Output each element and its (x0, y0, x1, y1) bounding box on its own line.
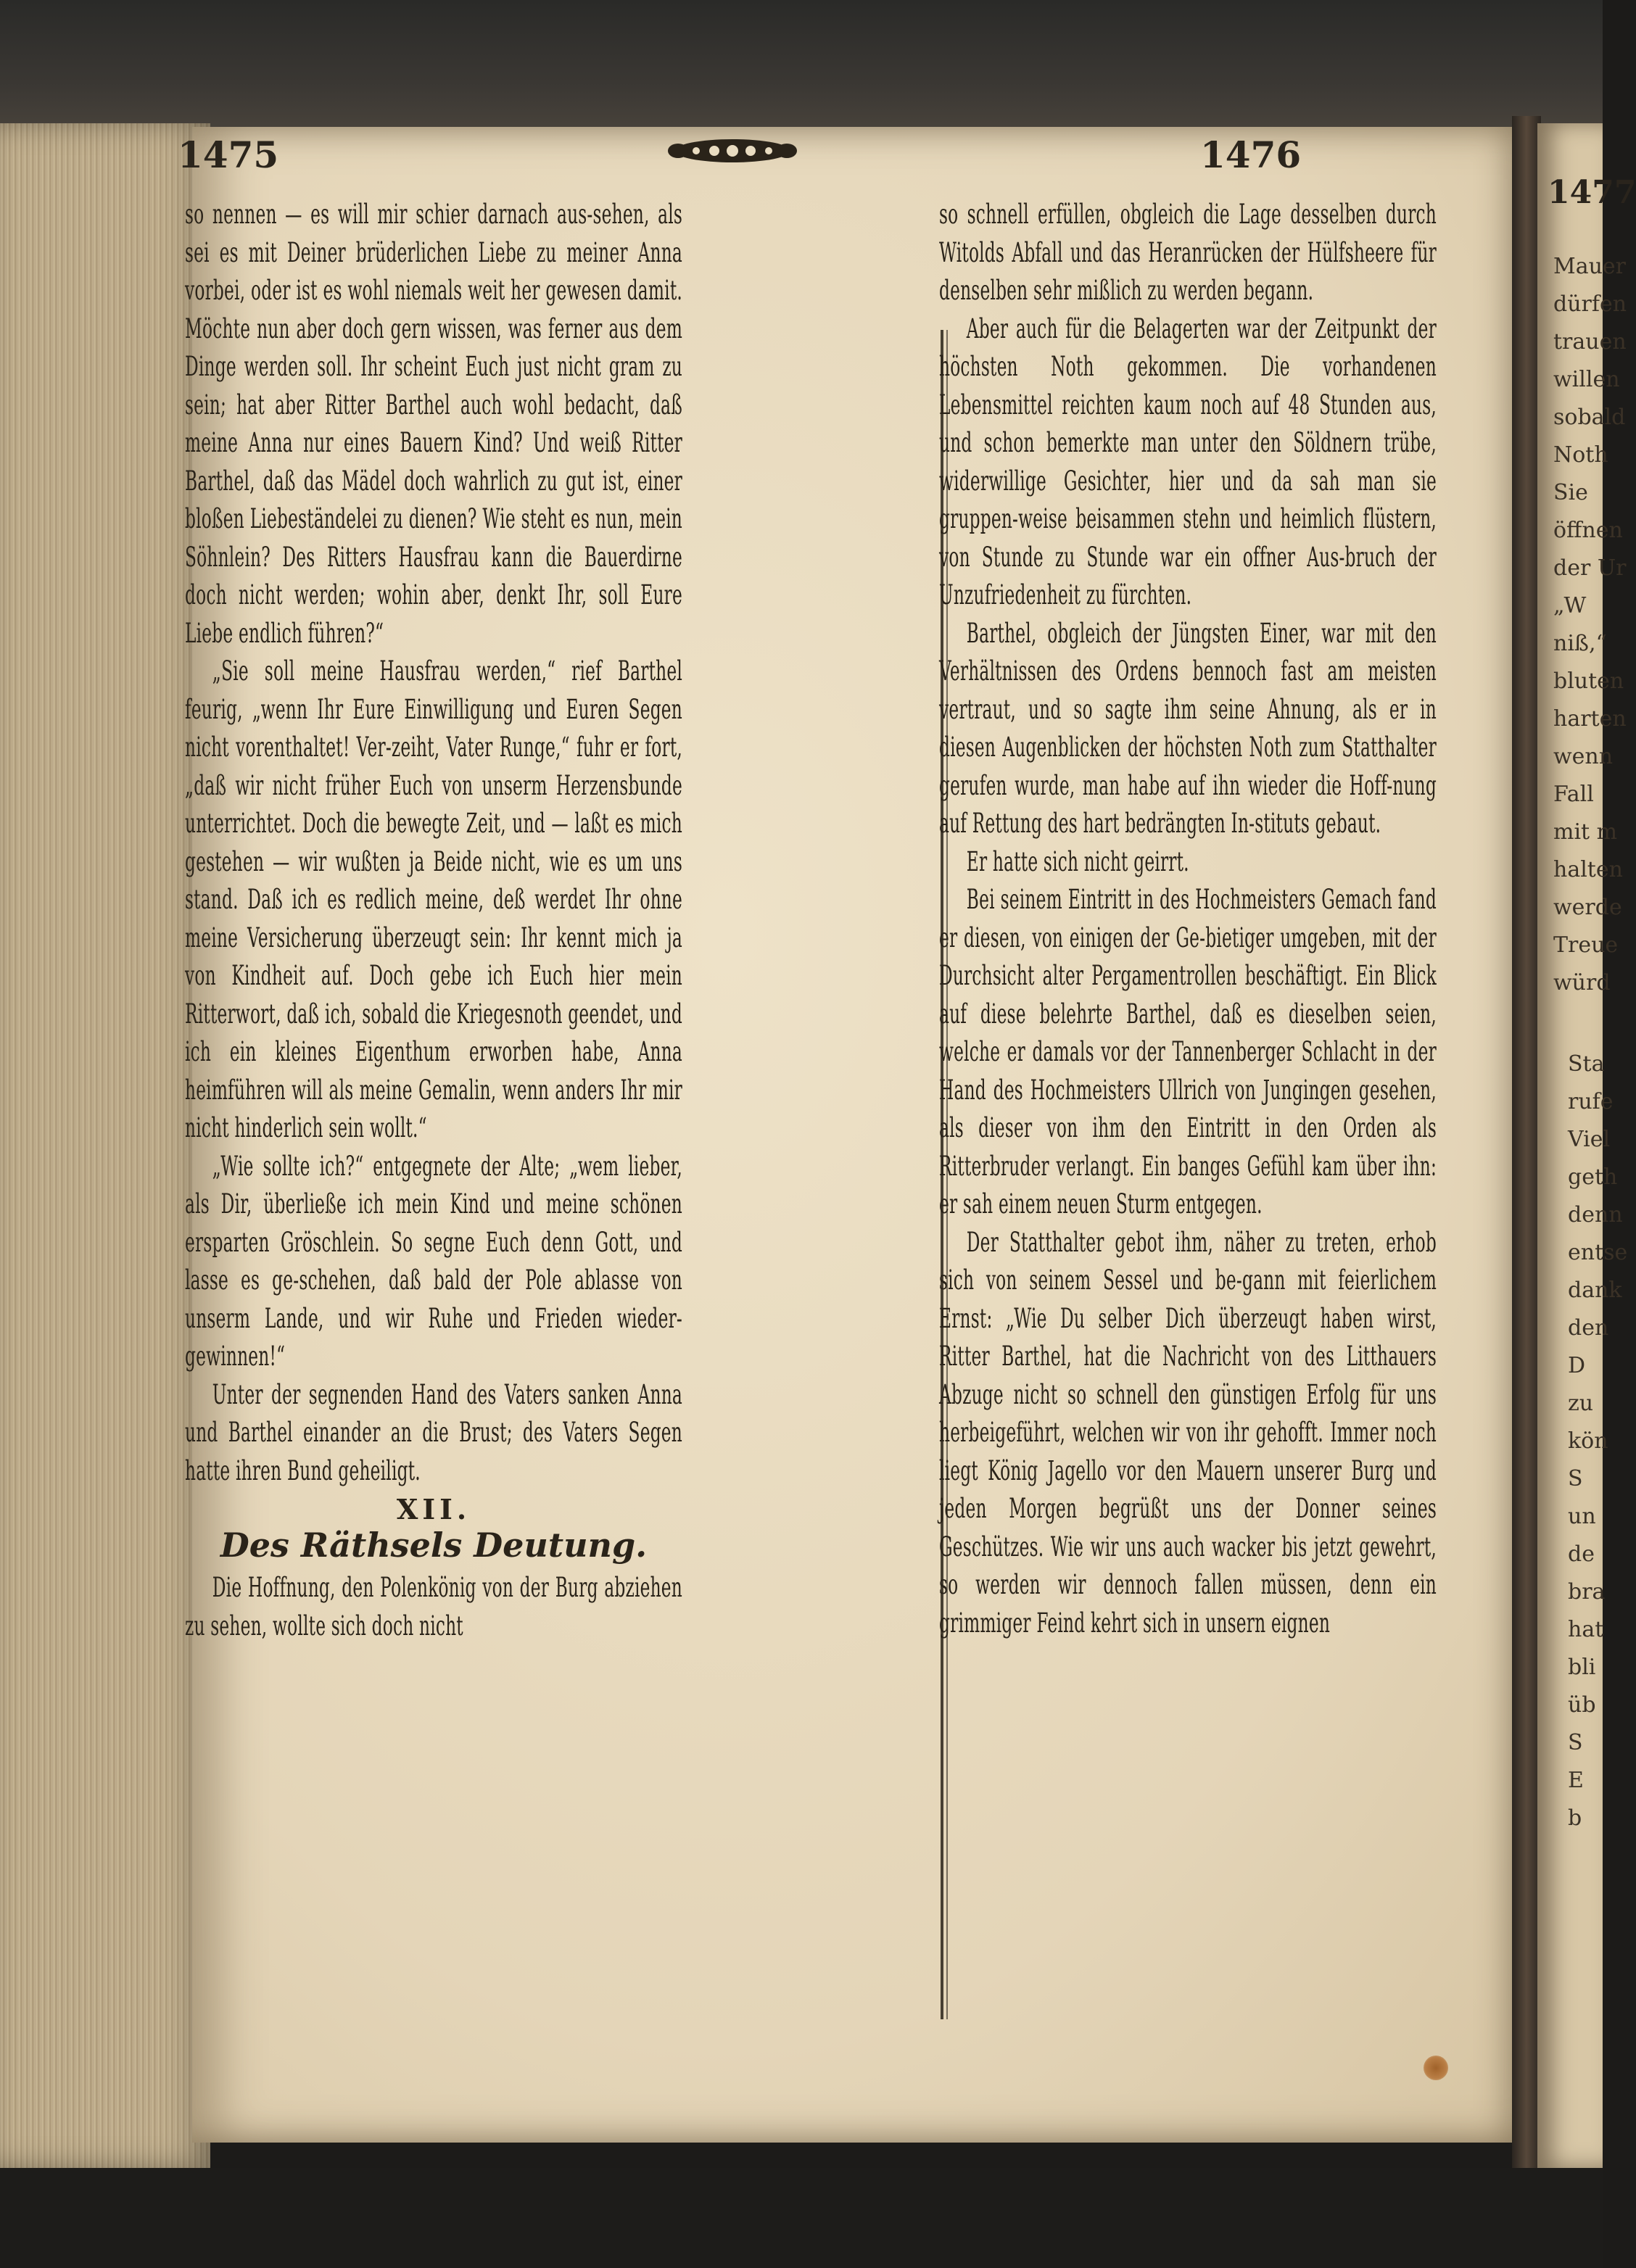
next-page-line: mit m (1553, 819, 1618, 845)
chapter-number: XII. (396, 1493, 471, 1526)
right-paragraph-1: so schnell erfüllen, obgleich die Lage desselben durch Witolds Abfall und das Heranrücken der Hülfsheere für denselben sehr mißlich zu werden begann. (939, 199, 1437, 306)
right-paragraph-2: Aber auch für die Belagerten war der Zeitpunkt der höchsten Noth gekommen. Die vorhandenen Lebensmittel reichten kaum noch auf 48 Stunden aus, und schon bemerkte man unter den Söldnern trübe, widerwillige Gesichter, hier und da sah man sie gruppen-weise beisammen stehn und heimlich flüstern, von Stunde zu Stunde war ein offner Aus-bruch der Unzufriedenheit zu fürchten. (939, 313, 1437, 611)
page-number-next: 1477 (1548, 174, 1636, 211)
next-page-line: Viel (1568, 1127, 1611, 1152)
next-page-line: den (1568, 1315, 1609, 1341)
next-page-line: willen (1553, 367, 1620, 392)
next-page-line: wenn (1553, 744, 1614, 769)
left-paragraph-4: Unter der segnenden Hand des Vaters sanken Anna und Barthel einander an die Brust; des Vaters Segen hatte ihren Bund geheiligt. (185, 1378, 682, 1486)
header-ornament-icon (664, 129, 801, 173)
chapter-title: Des Räthsels Deutung. (220, 1526, 648, 1565)
next-page-line: S (1568, 1730, 1583, 1755)
next-page-line: b (1568, 1805, 1582, 1831)
right-paragraph-4: Er hatte sich nicht geirrt. (966, 845, 1189, 877)
scan-background-bottom (0, 2168, 1603, 2268)
next-page-line: hat (1568, 1617, 1604, 1642)
next-page-line: Treue (1553, 932, 1619, 958)
next-page-line: werde (1553, 895, 1622, 920)
next-page-line: Noth (1553, 442, 1608, 468)
next-page-line: Mauer (1553, 254, 1627, 279)
next-page-line: un (1568, 1504, 1596, 1529)
next-page-line: Fall (1553, 782, 1594, 807)
next-page-line: E (1568, 1768, 1584, 1793)
right-paragraph-6: Der Statthalter gebot ihm, näher zu treten, erhob sich von seinem Sessel und be-gann mit feierlichem Ernst: „Wie Du selber Dich überzeugt haben wirst, Ritter Barthel, hat die Nachricht von des Litthauers Abzuge nicht so schnell den günstigen Erfolg für uns herbeigeführt, welchen wir von ihr gehofft. Immer noch liegt König Jagello vor den Mauern unserer Burg und jeden Morgen begrüßt uns der Donner seines Geschützes. Wie wir uns auch wacker bis jetzt gewehrt, so werden wir dennoch fallen müssen, denn ein grimmiger Feind kehrt sich in unsern eignen (939, 1226, 1437, 1639)
next-page-line: öffnen (1553, 518, 1623, 543)
next-page-line: der Ur (1553, 555, 1627, 581)
page-number-left: 1475 (178, 133, 279, 176)
next-page-line: de (1568, 1541, 1595, 1567)
paper-stain (1424, 2056, 1448, 2080)
left-column (185, 196, 682, 1645)
next-page-line: üb (1568, 1692, 1596, 1718)
right-column (939, 196, 1437, 1642)
next-page-line: kön (1568, 1428, 1608, 1454)
page-number-right: 1476 (1200, 133, 1302, 176)
next-page-line: denn (1568, 1202, 1623, 1228)
next-page-line: D (1568, 1353, 1586, 1378)
next-page-line: „W (1553, 593, 1587, 618)
next-page-line: harten (1553, 706, 1627, 732)
next-page-line: bra (1568, 1579, 1606, 1605)
next-page-line: Sie (1553, 480, 1588, 505)
next-page-line: sobald (1553, 405, 1626, 430)
right-paragraph-5: Bei seinem Eintritt in des Hochmeisters Gemach fand er diesen, von einigen der Ge-bietiger umgeben, mit der Durchsicht alter Pergamentrollen beschäftigt. Ein Blick auf diese belehrte Barthel, daß es dieselben seien, welche er damals vor der Tannenberger Schlacht in der Hand des Hochmeisters Ullrich von Jungingen gesehen, als dieser von ihm den Eintritt in den Orden als Ritterbruder verlangt. Ein banges Gefühl kam über ihn: er sah einem neuen Sturm entgegen. (939, 884, 1437, 1220)
next-page-fragment (1537, 123, 1636, 2168)
left-paragraph-5: Die Hoffnung, den Polenkönig von der Burg abziehen zu sehen, wollte sich doch nicht (185, 1572, 682, 1642)
next-page-line: Sta (1568, 1051, 1605, 1077)
next-page-line: niß,“ (1553, 631, 1607, 656)
next-page-line: entse (1568, 1240, 1628, 1265)
next-page-line: dank (1568, 1278, 1622, 1303)
next-page-line: bluten (1553, 669, 1624, 694)
right-paragraph-3: Barthel, obgleich der Jüngsten Einer, war mit den Verhältnissen des Ordens bennoch fast am meisten vertraut, und so sagte ihm seine Ahnung, als er in diesen Augenblicken der höchsten Noth zum Statthalter gerufen wurde, man habe auf ihn wieder die Hoff-nung auf Rettung des hart bedrängten In-stituts gebaut. (939, 617, 1437, 839)
scan-background-top (0, 0, 1603, 138)
next-page-line: S (1568, 1466, 1583, 1491)
next-page-line: bli (1568, 1655, 1596, 1680)
next-page-line: geth (1568, 1164, 1618, 1190)
left-paragraph-3: „Wie sollte ich?“ entgegnete der Alte; „wem lieber, als Dir, überließe ich mein Kind und meine schönen ersparten Gröschlein. So segne Euch denn Gott, und lasse es ge-schehen, daß bald der Pole ablasse von unserm Lande, und wir Ruhe und Frieden wieder-gewinnen!“ (185, 1150, 682, 1372)
next-page-line: würd (1553, 970, 1611, 996)
next-page-line: halten (1553, 857, 1623, 882)
book-page-edges (0, 123, 210, 2168)
book-gutter (1512, 116, 1541, 2168)
next-page-line: dürfen (1553, 291, 1627, 317)
next-page-line: zu (1568, 1391, 1594, 1416)
left-paragraph-2: „Sie soll meine Hausfrau werden,“ rief Barthel feurig, „wenn Ihr Eure Einwilligung und Euren Segen nicht vorenthaltet! Ver-zeiht, Vater Runge,“ fuhr er fort, „daß wir nicht früher Euch von unserm Herzensbunde unterrichtet. Doch die bewegte Zeit, und — laßt es mich gestehen — wir wußten ja Beide nicht, wie es um uns stand. Daß ich es redlich meine, deß werdet Ihr ohne meine Versicherung überzeugt sein: Ihr kennt mich ja von Kindheit auf. Doch gebe ich Euch hier mein Ritterwort, daß ich, sobald die Kriegesnoth geendet, und ich ein kleines Eigenthum erworben habe, Anna heimführen will als meine Gemalin, wenn anders Ihr mir nicht hinderlich sein wollt.“ (185, 655, 682, 1143)
left-paragraph-1: so nennen — es will mir schier darnach aus-sehen, als sei es mit Deiner brüderlichen Liebe zu meiner Anna vorbei, oder ist es wohl niemals weit her gewesen damit. Möchte nun aber doch gern wissen, was ferner aus dem Dinge werden soll. Ihr scheint Euch just nicht gram zu sein; hat aber Ritter Barthel auch wohl bedacht, daß meine Anna nur eines Bauern Kind? Und weiß Ritter Barthel, daß das Mädel doch wahrlich zu gut ist, einer bloßen Liebeständelei zu dienen? Wie steht es nun, mein Söhnlein? Des Ritters Hausfrau kann die Bauerdirne doch nicht werden; wohin aber, denkt Ihr, soll Eure Liebe endlich führen?“ (185, 199, 682, 649)
next-page-line: trauen (1553, 329, 1627, 355)
next-page-line: rufe (1568, 1089, 1614, 1114)
